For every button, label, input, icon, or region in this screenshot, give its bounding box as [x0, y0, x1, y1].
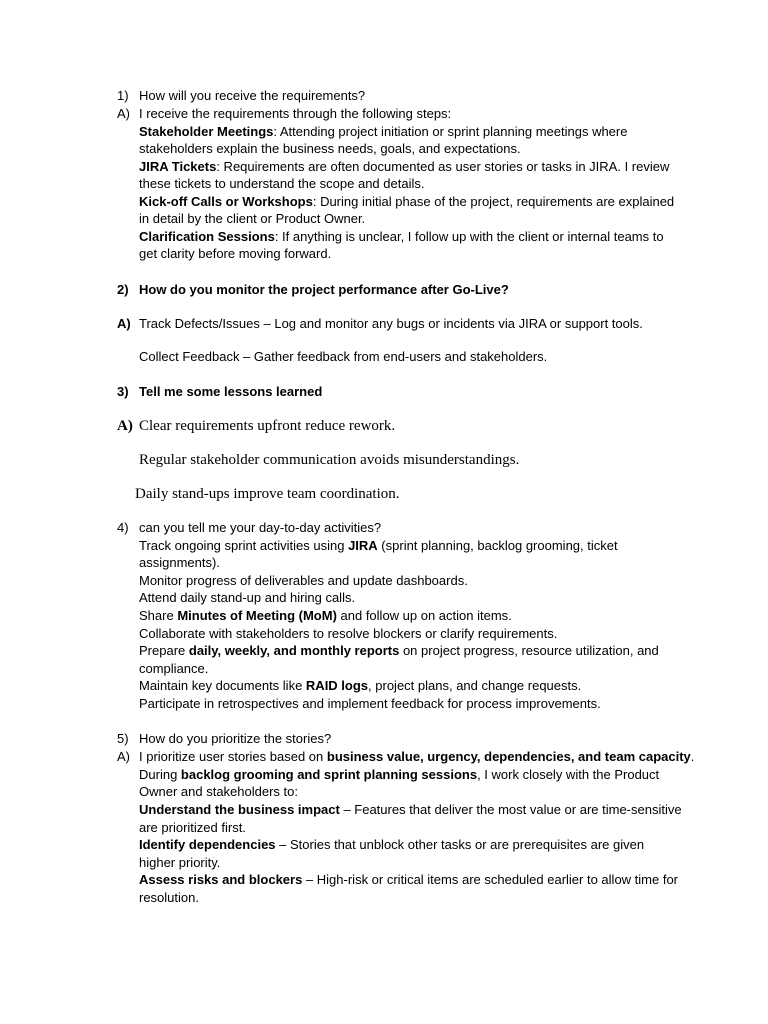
q2-number: 2): [117, 282, 129, 297]
q3-answer-line: Clear requirements upfront reduce rework.: [139, 418, 396, 434]
q2-answer-marker: A): [117, 316, 131, 331]
q5-answer-line: Assess risks and blockers – High-risk or critical items are scheduled earlier to allow time for: [139, 872, 679, 887]
q4-activity-line: Participate in retrospectives and implement feedback for process improvements.: [139, 696, 601, 711]
q4-activity-line: Share Minutes of Meeting (MoM) and follow up on action items.: [139, 608, 512, 623]
q4-activity-line: Maintain key documents like RAID logs, project plans, and change requests.: [139, 678, 582, 693]
q4-activity-line: Monitor progress of deliverables and update dashboards.: [139, 573, 468, 588]
q4-activity-line: compliance.: [139, 661, 209, 676]
q5-answer-line: Understand the business impact – Features that deliver the most value or are time-sensitive: [139, 802, 682, 817]
q4-number: 4): [117, 520, 129, 535]
q2-answer-line: Collect Feedback – Gather feedback from end-users and stakeholders.: [139, 349, 548, 364]
q4-activity-line: assignments).: [139, 555, 220, 570]
q2-question: How do you monitor the project performance after Go-Live?: [139, 282, 509, 297]
q5-number: 5): [117, 731, 129, 746]
q1-number: 1): [117, 88, 129, 103]
q5-answer-line: resolution.: [139, 890, 199, 905]
q4-activity-line: Track ongoing sprint activities using JIRA (sprint planning, backlog grooming, ticket: [139, 538, 618, 553]
q1-item-line: these tickets to understand the scope and details.: [139, 176, 425, 191]
q4-activity-line: Attend daily stand-up and hiring calls.: [139, 590, 356, 605]
q4-question: can you tell me your day-to-day activities?: [139, 520, 382, 535]
q5-answer-line: I prioritize user stories based on business value, urgency, dependencies, and team capacity.: [139, 749, 695, 764]
q1-item-title: Clarification Sessions: [139, 229, 275, 244]
q1-item-line: get clarity before moving forward.: [139, 246, 332, 261]
q5-answer-line: Identify dependencies – Stories that unblock other tasks or are prerequisites are given: [139, 837, 645, 852]
q5-answer-marker: A): [117, 749, 130, 764]
q3-question: Tell me some lessons learned: [139, 384, 323, 399]
q1-item-line: Stakeholder Meetings: Attending project initiation or sprint planning meetings where: [139, 124, 628, 139]
q5-answer-line: During backlog grooming and sprint planning sessions, I work closely with the Product: [139, 767, 660, 782]
q3-answer-marker: A): [117, 418, 133, 434]
q1-item-title: Stakeholder Meetings: [139, 124, 274, 139]
q1-answer-marker: A): [117, 106, 130, 121]
q1-item-line: Clarification Sessions: If anything is unclear, I follow up with the client or internal teams to: [139, 229, 664, 244]
q4-activity-line: Collaborate with stakeholders to resolve blockers or clarify requirements.: [139, 626, 558, 641]
q1-item-line: in detail by the client or Product Owner.: [139, 211, 366, 226]
q1-item-title: JIRA Tickets: [139, 159, 217, 174]
q3-number: 3): [117, 384, 129, 399]
q2-answer-line: Track Defects/Issues – Log and monitor any bugs or incidents via JIRA or support tools.: [139, 316, 643, 331]
q1-item-line: JIRA Tickets: Requirements are often documented as user stories or tasks in JIRA. I review: [139, 159, 670, 174]
q5-answer-line: higher priority.: [139, 855, 221, 870]
q5-answer-line: are prioritized first.: [139, 820, 246, 835]
q1-question: How will you receive the requirements?: [139, 88, 366, 103]
q5-question: How do you prioritize the stories?: [139, 731, 332, 746]
q3-answer-line: Daily stand-ups improve team coordination.: [135, 486, 400, 502]
q1-intro: I receive the requirements through the following steps:: [139, 106, 452, 121]
q4-activity-line: Prepare daily, weekly, and monthly reports on project progress, resource utilization, and: [139, 643, 659, 658]
q1-item-line: stakeholders explain the business needs, goals, and expectations.: [139, 141, 521, 156]
q1-item-title: Kick-off Calls or Workshops: [139, 194, 313, 209]
q3-answer-line: Regular stakeholder communication avoids misunderstandings.: [139, 452, 520, 468]
q1-item-line: Kick-off Calls or Workshops: During initial phase of the project, requirements are explained: [139, 194, 675, 209]
q5-answer-line: Owner and stakeholders to:: [139, 784, 298, 799]
